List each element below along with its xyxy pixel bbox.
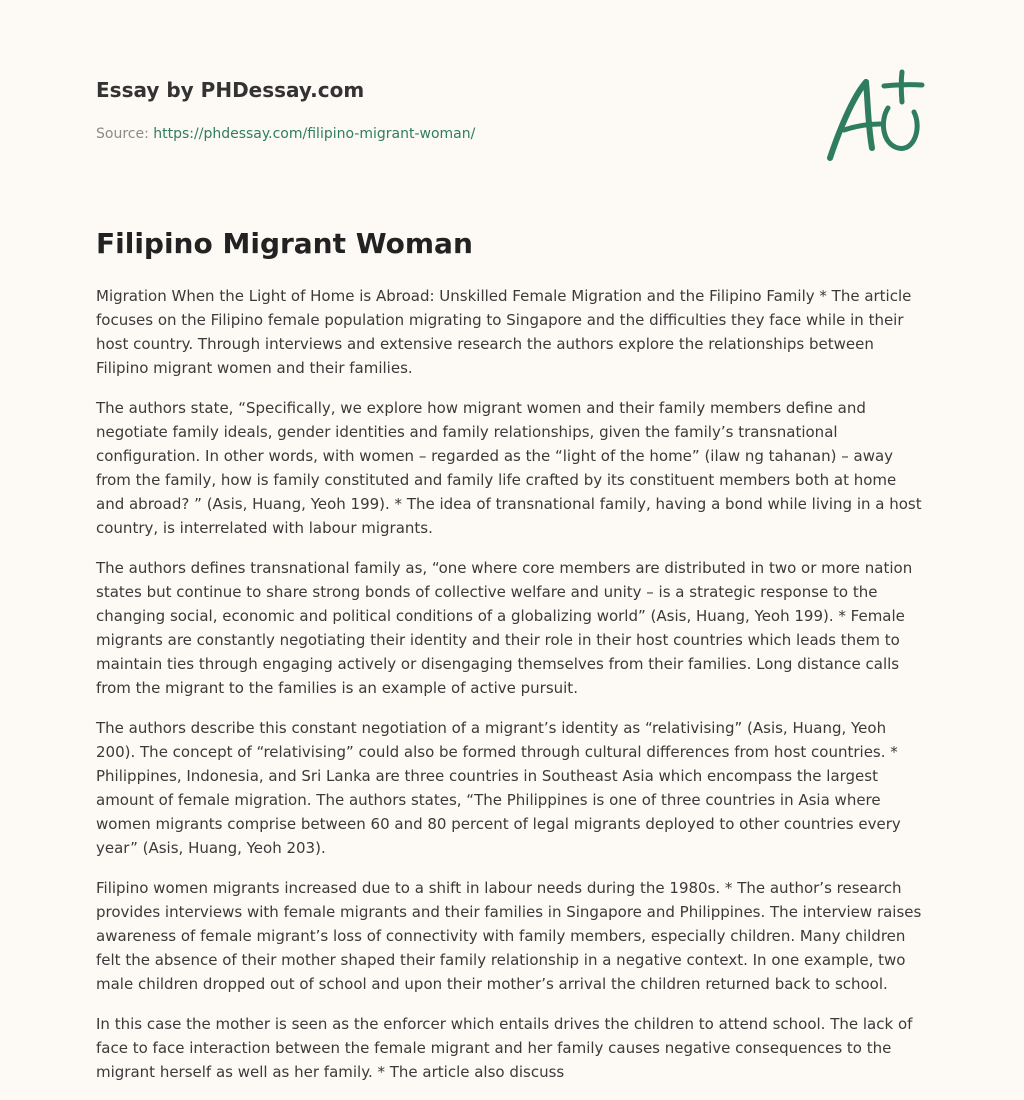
paragraph: Migration When the Light of Home is Abroad: Unskilled Female Migration and the Filipino Family * The article focuses on the Filipino female population migrating to Singapore and the difficulties they face while in their host country. Through interviews and extensive research the authors explore the relationships between Filipino migrant women and their families. [96,287,912,377]
paragraph: In this case the mother is seen as the enforcer which entails drives the children to attend school. The lack of face to face interaction between the female migrant and her family causes negative consequences to the migrant herself as well as her family. * The article also discuss [96,1015,913,1081]
document-title: Filipino Migrant Woman [96,227,473,260]
source-link[interactable]: https://phdessay.com/filipino-migrant-woman/ [153,126,476,142]
paragraph: The authors defines transnational family as, “one where core members are distributed in two or more nation states but continue to share strong bonds of collective welfare and unity – is a strategic response to the changing social, economic and political conditions of a globalizing world” (Asis, Huang, Yeoh 199). * Female migrants are constantly negotiating their identity and their role in their host countries which leads them to maintain ties through engaging actively or disengaging themselves from their families. Long distance calls from the migrant to the families is an example of active pursuit. [96,559,913,697]
paragraph: The authors state, “Specifically, we explore how migrant women and their family members define and negotiate family ideals, gender identities and family relationships, given the family’s transnational configuration. In other words, with women – regarded as the “light of the home” (ilaw ng tahanan) – away from the family, how is family constituted and family life crafted by its constituent members both at home and abroad? ” (Asis, Huang, Yeoh 199). * The idea of transnational family, having a bond while living in a host country, is interrelated with labour migrants. [96,399,922,537]
site-brand: Essay by PHDessay.com [96,78,365,102]
source-label: Source: [96,126,149,142]
paragraph: The authors describe this constant negotiation of a migrant’s identity as “relativising” (Asis, Huang, Yeoh 200). The concept of “relativising” could also be formed through cultural differences from host countries. * Philippines, Indonesia, and Sri Lanka are three countries in Southeast Asia which encompass the largest amount of female migration. The authors states, “The Philippines is one of three countries in Asia where women migrants comprise between 60 and 80 percent of legal migrants deployed to other countries every year” (Asis, Huang, Yeoh 203). [96,719,901,857]
document-body [96,284,928,1100]
a-plus-grade-icon [822,68,928,164]
page-header [96,76,796,144]
source-line [96,124,796,144]
paragraph: Filipino women migrants increased due to a shift in labour needs during the 1980s. * The author’s research provides interviews with female migrants and their families in Singapore and Philippines. The interview raises awareness of female migrant’s loss of connectivity with family members, especially children. Many children felt the absence of their mother shaped their family relationship in a negative context. In one example, two male children dropped out of school and upon their mother’s arrival the children returned back to school. [96,879,922,993]
